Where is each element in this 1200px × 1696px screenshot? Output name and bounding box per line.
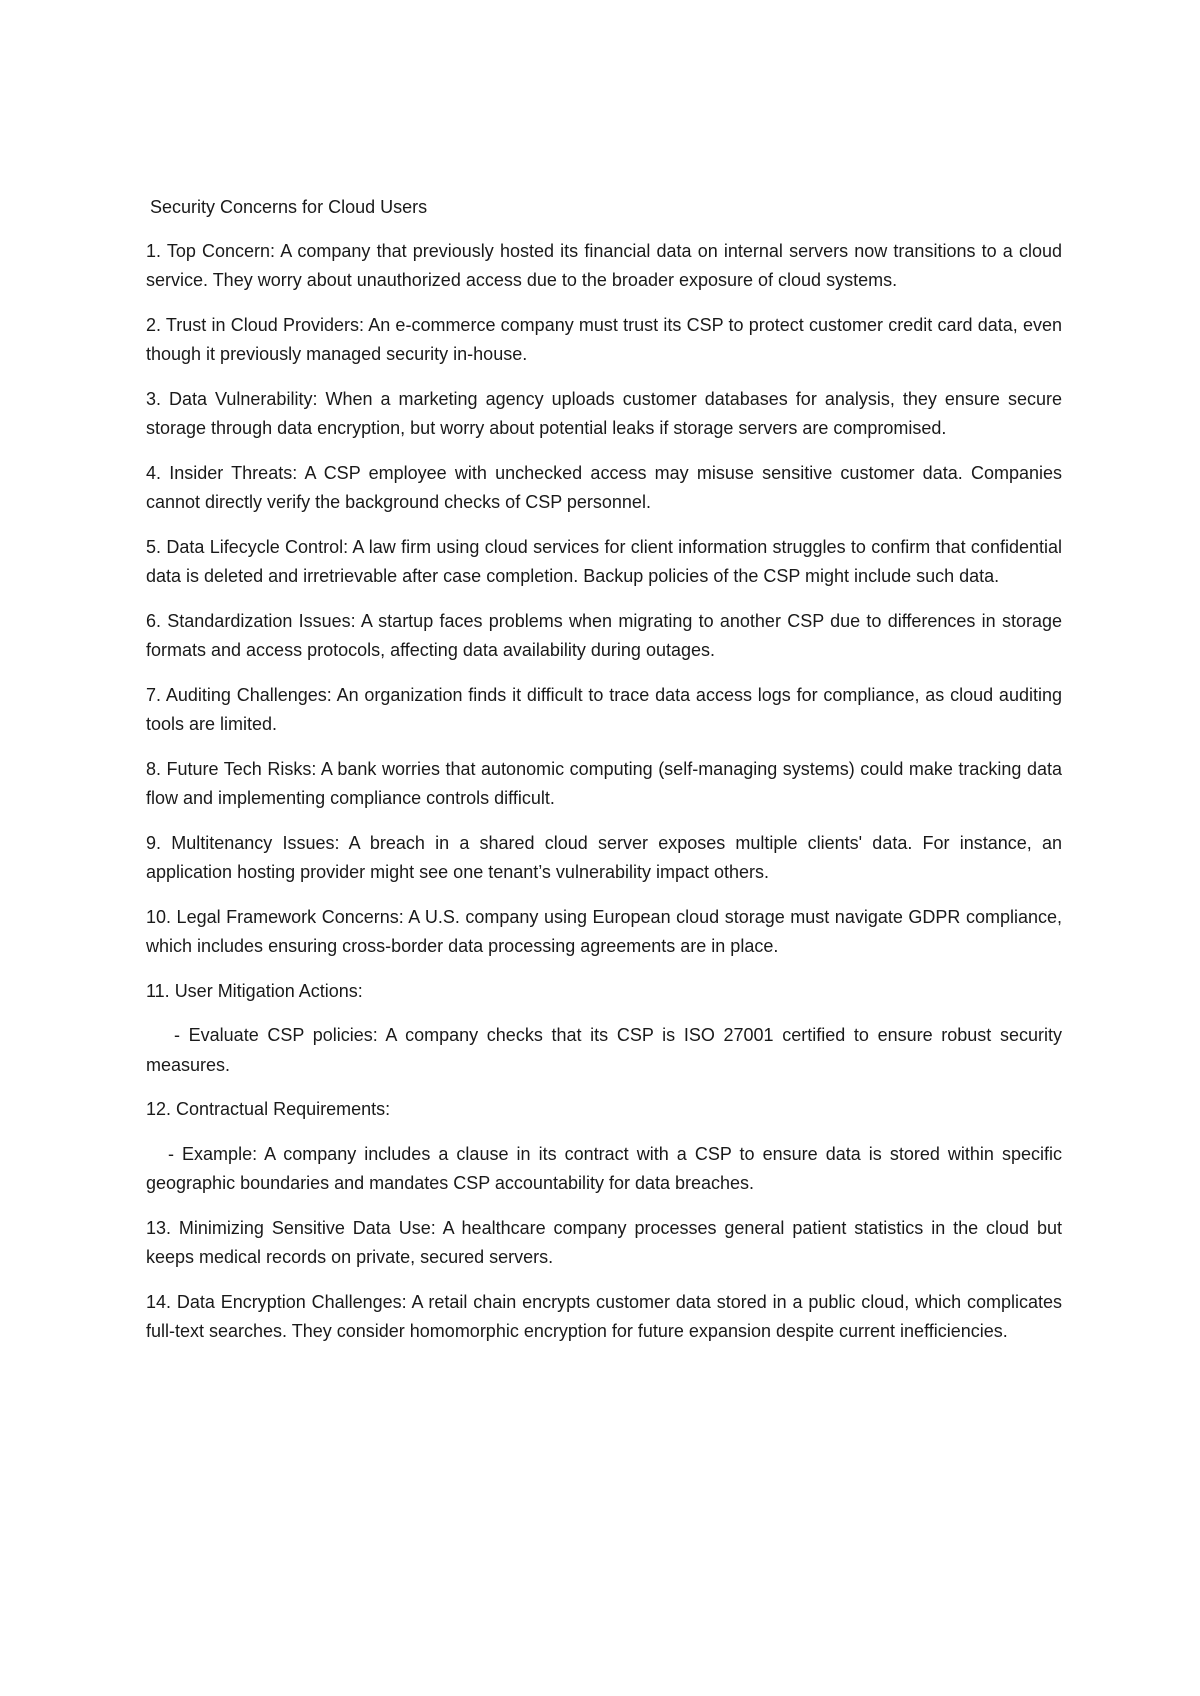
paragraph-trust-in-cloud-providers: 2. Trust in Cloud Providers: An e-commerce company must trust its CSP to protect customer credit card data, even though it previously managed security in-house.: [146, 314, 1062, 364]
document-body: [146, 193, 1062, 1362]
paragraph-future-tech-risks: 8. Future Tech Risks: A bank worries that autonomic computing (self-managing systems) could make tracking data flow and implementing compliance controls difficult.: [146, 758, 1062, 808]
paragraph-user-mitigation-actions: 11. User Mitigation Actions:: [146, 980, 363, 1001]
paragraph-legal-framework-concerns: 10. Legal Framework Concerns: A U.S. company using European cloud storage must navigate GDPR compliance, which includes ensuring cross-border data processing agreements are in place.: [146, 906, 1062, 956]
paragraph-data-lifecycle-control: 5. Data Lifecycle Control: A law firm using cloud services for client information struggles to confirm that confidential data is deleted and irretrievable after case completion. Backup policies of the CSP might include such data.: [146, 536, 1062, 586]
paragraph-minimizing-sensitive-data-use: 13. Minimizing Sensitive Data Use: A healthcare company processes general patient statistics in the cloud but keeps medical records on private, secured servers.: [146, 1217, 1062, 1267]
paragraph-insider-threats: 4. Insider Threats: A CSP employee with unchecked access may misuse sensitive customer data. Companies cannot directly verify the background checks of CSP personnel.: [146, 462, 1062, 512]
paragraph-multitenancy-issues: 9. Multitenancy Issues: A breach in a shared cloud server exposes multiple clients' data. For instance, an application hosting provider might see one tenant’s vulnerability impact others.: [146, 832, 1062, 882]
paragraph-contractual-requirements: 12. Contractual Requirements:: [146, 1099, 391, 1119]
paragraph-standardization-issues: 6. Standardization Issues: A startup faces problems when migrating to another CSP due to differences in storage formats and access protocols, affecting data availability during outages.: [146, 610, 1062, 660]
paragraph-top-concern: 1. Top Concern: A company that previously hosted its financial data on internal servers now transitions to a cloud service. They worry about unauthorized access due to the broader exposure of cloud systems.: [146, 240, 1062, 290]
paragraph-contract-example: - Example: A company includes a clause in its contract with a CSP to ensure data is stored within specific geographic boundaries and mandates CSP accountability for data breaches.: [146, 1143, 1062, 1193]
paragraph-data-vulnerability: 3. Data Vulnerability: When a marketing agency uploads customer databases for analysis, they ensure secure storage through data encryption, but worry about potential leaks if storage servers are compromised.: [146, 388, 1062, 438]
paragraph-data-encryption-challenges: 14. Data Encryption Challenges: A retail chain encrypts customer data stored in a public cloud, which complicates full-text searches. They consider homomorphic encryption for future expansion despite current inefficiencies.: [146, 1291, 1062, 1341]
paragraph-evaluate-csp-policies: - Evaluate CSP policies: A company checks that its CSP is ISO 27001 certified to ensure robust security measures.: [146, 1025, 1062, 1075]
document-title: Security Concerns for Cloud Users: [150, 197, 428, 217]
paragraph-auditing-challenges: 7. Auditing Challenges: An organization finds it difficult to trace data access logs for compliance, as cloud auditing tools are limited.: [146, 684, 1062, 734]
